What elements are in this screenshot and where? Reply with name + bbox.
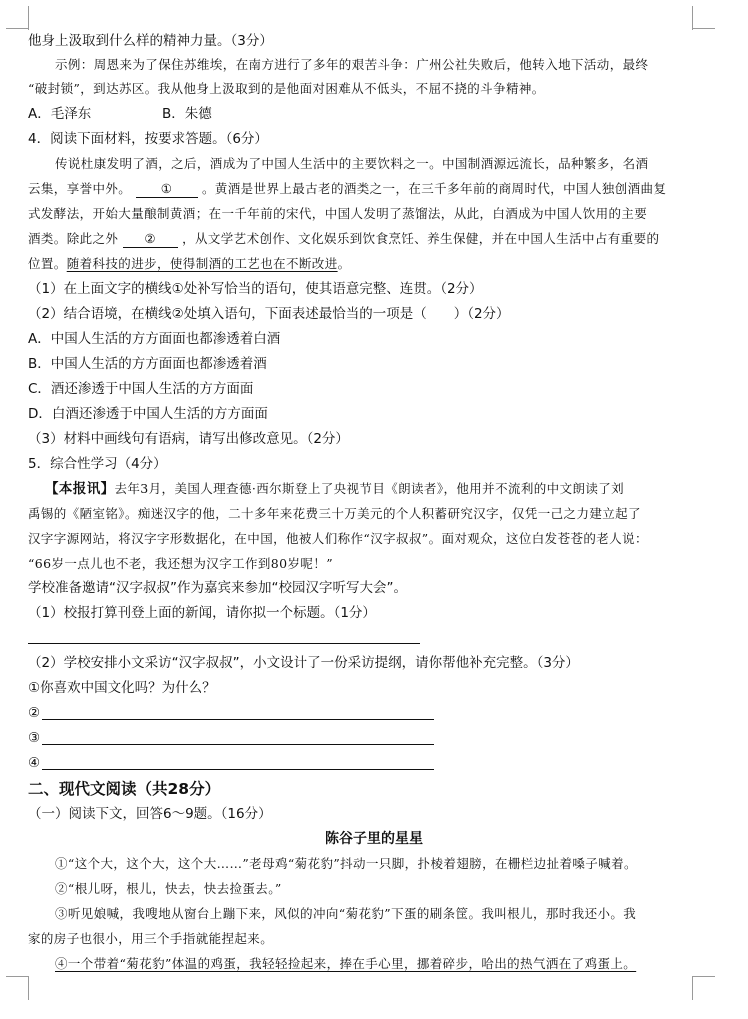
blank-1: ① [136, 181, 198, 198]
news-line-4: “66岁一点儿也不老，我还想为汉字工作到80岁呢！” [28, 556, 333, 571]
answer-line-title [28, 643, 420, 644]
passage-text: ，从文学艺术创作、文化娱乐到饮食烹饪、养生保健，并在中国人生活中占有重要的 [182, 231, 660, 246]
subsection-heading: （一）阅读下文，回答6～9题。（16分） [28, 806, 272, 822]
news-text: 去年3月，美国人理查德·西尔斯登上了央视节目《朗读者》，他用并不流利的中文朗读了刘 [114, 481, 625, 496]
interview-item-1: ①你喜欢中国文化吗？为什么？ [28, 680, 216, 696]
crop-mark-top-right-h [693, 28, 715, 29]
answer-line-3 [42, 744, 434, 745]
question-3-tail: 他身上汲取到什么样的精神力量。（3分） [28, 33, 273, 49]
interview-item-2-label: ② [28, 705, 41, 721]
crop-mark-top-right-v [692, 6, 693, 30]
crop-mark-bottom-left-v [28, 976, 29, 1000]
crop-mark-bottom-right-h [693, 976, 715, 977]
option-a: A．毛泽东 [28, 106, 92, 122]
answer-line-4 [42, 769, 434, 770]
crop-mark-top-left-h [6, 28, 28, 29]
question-3-options [28, 104, 720, 124]
passage-text: 。黄酒是世界上最古老的酒类之一，在三千多年前的商周时代，中国人独创酒曲复 [201, 181, 667, 196]
article-paragraph-2: ②“根儿呀，根儿，快去，快去捡蛋去。” [55, 881, 282, 896]
question-5-heading: 5．综合性学习（4分） [28, 456, 167, 472]
passage-line-3: 式发酵法，开始大量酿制黄酒；在一千年前的宋代，中国人发明了蒸馏法，从此，白酒成为中国人饮用的主要 [28, 206, 648, 221]
passage-text: 云集，享誉中外。 [28, 181, 132, 196]
news-line-2: 禹锡的《陋室铭》。痴迷汉字的他，二十多年来花费三十万美元的个人积蓄研究汉字，仅凭一己之力建立起了 [28, 506, 641, 521]
crop-mark-top-left-v [28, 6, 29, 30]
school-invitation: 学校准备邀请“汉字叔叔”作为嘉宾来参加“校园汉字听写大会”。 [28, 580, 407, 596]
section-heading: 二、现代文阅读（共28分） [28, 780, 221, 798]
news-line-1 [45, 479, 720, 499]
question-5-1: （1）校报打算刊登上面的新闻，请你拟一个标题。（1分） [28, 605, 376, 621]
interview-item-4-label: ④ [28, 755, 41, 771]
interview-item-3-label: ③ [28, 730, 41, 746]
passage-text: 位置。 [28, 256, 67, 271]
crop-mark-bottom-left-h [6, 976, 28, 977]
option-b: B．朱德 [162, 106, 212, 122]
question-4-heading: 4．阅读下面材料，按要求答题。（6分） [28, 131, 268, 147]
passage-line-4 [28, 229, 720, 249]
underlined-sentence: ④一个带着“菊花豹”体温的鸡蛋，我轻轻捡起来，捧在手心里，挪着碎步，哈出的热气洒在了鸡蛋上。 [55, 956, 637, 971]
crop-mark-bottom-right-v [692, 976, 693, 1000]
option-a: A．中国人生活的方方面面也都渗透着白酒 [28, 331, 281, 347]
underlined-sentence: 随着科技的进步，使得制酒的工艺也在不断改进 [66, 256, 338, 271]
article-paragraph-1: ①“这个大，这个大，这个大……”老母鸡“菊花豹”抖动一只脚，扑棱着翅膀，在栅栏边扯着嗓子喊着。 [55, 856, 637, 871]
article-paragraph-3-line-1: ③听见娘喊，我嗖地从窗台上蹦下来，风似的冲向“菊花豹”下蛋的刷条筐。我叫根儿，那时我还小。我 [55, 906, 637, 921]
example-answer-line-1: 示例：周恩来为了保住苏维埃，在南方进行了多年的艰苦斗争：广州公社失败后，他转入地下活动，最终 [55, 57, 649, 72]
example-answer-line-2: “破封锁”，到达苏区。我从他身上汲取到的是他面对困难从不低头，不屈不挠的斗争精神。 [28, 81, 545, 96]
passage-line-2 [28, 179, 720, 199]
passage-line-5 [28, 254, 720, 274]
news-line-3: 汉字字源网站，将汉字字形数据化，在中国，他被人们称作“汉字叔叔”。面对观众，这位白发苍苍的老人说： [28, 531, 648, 546]
article-title: 陈谷子里的星星 [325, 831, 423, 847]
option-b: B．中国人生活的方方面面也都渗透着酒 [28, 356, 267, 372]
passage-line-1: 传说杜康发明了酒，之后，酒成为了中国人生活中的主要饮料之一。中国制酒源远流长，品种繁多，名酒 [55, 156, 649, 171]
article-paragraph-4 [55, 954, 720, 974]
passage-text: 酒类。除此之外 [28, 231, 119, 246]
blank-2: ② [123, 231, 178, 248]
option-d: D．白酒还渗透于中国人生活的方方面面 [28, 406, 268, 422]
article-paragraph-3-line-2: 家的房子也很小，用三个手指就能捏起来。 [28, 931, 274, 946]
question-4-3: （3）材料中画线句有语病，请写出修改意见。（2分） [28, 431, 349, 447]
question-4-2: （2）结合语境，在横线②处填入语句，下面表述最恰当的一项是（ ）（2分） [28, 306, 510, 322]
passage-text: 。 [337, 256, 351, 271]
news-tag: 【本报讯】 [45, 481, 115, 497]
answer-line-2 [42, 719, 434, 720]
question-4-1: （1）在上面文字的横线①处补写恰当的语句，使其语意完整、连贯。（2分） [28, 281, 483, 297]
option-c: C．酒还渗透于中国人生活的方方面面 [28, 381, 254, 397]
question-5-2: （2）学校安排小文采访“汉字叔叔”，小文设计了一份采访提纲，请你帮他补充完整。（3分） [28, 655, 579, 671]
